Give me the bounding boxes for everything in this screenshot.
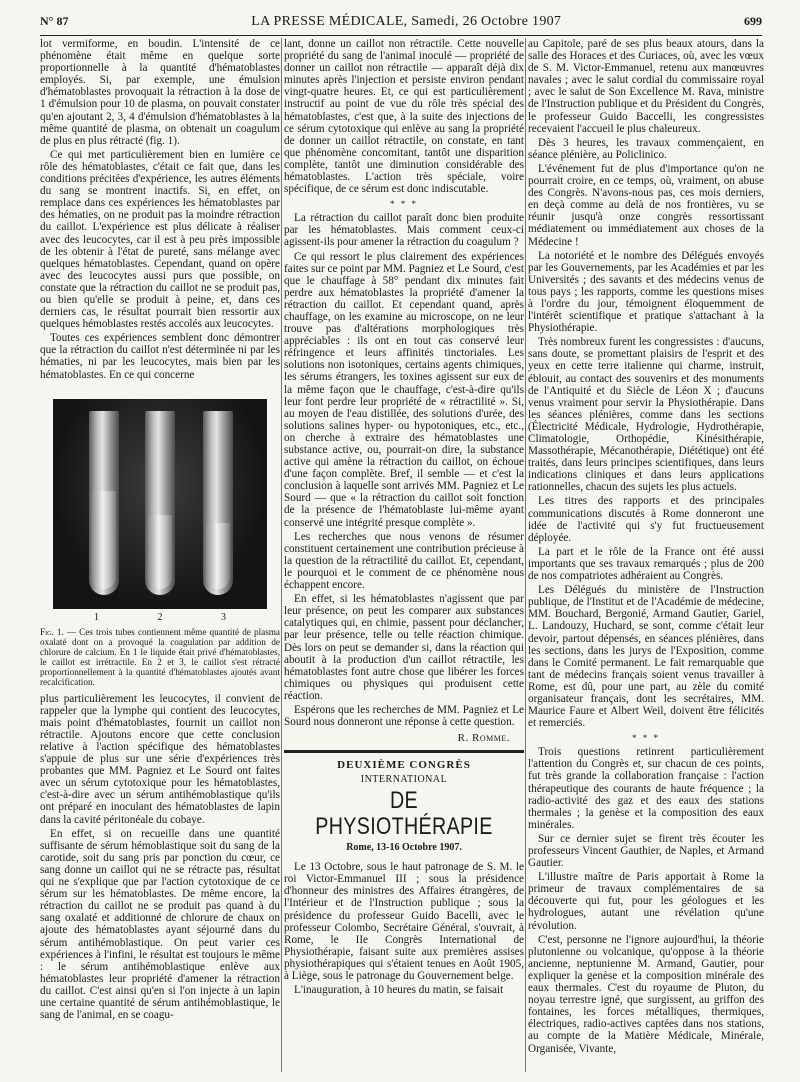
paragraph: En effet, si on recueille dans une quantité suffisante de sérum hémoblastique soit du sang de la carotide, soit du sang pris par ponction du cœur, ce sang donne un caillot qui ne se rétracte pas, résultat qui ne s'explique que par l'action cytotoxique de ce sérum sur les hématoblastes. De même encore, la rétraction du caillot ne se produit pas quand à du sang oxalaté et additionné de chlorure de chaux on ajoute des hématoblastes ayant séjourné dans du sérum antihémoblastique. On peut varier ces expériences à l'infini, le résultat est toujours le même : le sérum antihémoblastique enlève aux hématoblastes leur propriété d'amener la rétraction du caillot. C'est ainsi qu'en si l'on injecte à un lapin une certaine quantité de sérum antihémoblastique, le sang de l'animal, en se coagu- — [40, 827, 280, 1022]
section-rule — [284, 750, 524, 753]
paragraph: Les Délégués du ministère de l'Instruction publique, de l'Institut et de l'Académie de médecine, MM. Bouchard, Bergonié, Armand Gautier, Gariel, L. Landouzy, Huchard, se sont, comme c'était leur devoir, partout dépensés, en séances plénières, dans les sections, dans les jurys de l'Exposition, comme dans le Comité permanent. Le fait remarquable que tant de médecins français soient venus travailler à Rome, est dû, pour une part, au zèle du comité organisateur français, dont les secrétaires, MM. Maurice Faure et Albert Weil, doivent être félicités et remerciés. — [528, 584, 764, 730]
paragraph: Les recherches que nous venons de résumer constituent certainement une contribution précieuse à la question de la rétractilité du caillot. Et, cependant, le pourquoi et le comment de ce phénomène nous échappent encore. — [284, 530, 524, 592]
test-tube-3 — [203, 411, 233, 595]
paragraph: plus particulièrement les leucocytes, il convient de rappeler que la lymphe qui contient des leucocytes, mais point d'hématoblastes, fournit un caillot non rétractile. Ajoutons encore que cette conclusion relative à l'action spécifique des hématoblastes s'appuie de plus sur une série d'expériences très probantes que MM. Pagniez et Le Sourd ont faites avec un sérum cytotoxique pour les hématoblastes, c'est-à-dire avec un sérum antihémoblastique qu'ils ont préparé en inoculant des hématoblastes de lapin dans la cavité péritonéale du cobaye. — [40, 692, 280, 826]
figure-number: 3 — [221, 611, 226, 623]
paragraph: L'illustre maître de Paris apportait à Rome la primeur de travaux complémentaires de sa découverte qui fut, pour les géologues et les hydrologues, autant une révélation qu'une révolution. — [528, 871, 764, 932]
column-divider — [281, 38, 282, 1072]
paragraph: La notoriété et le nombre des Délégués envoyés par les Gouvernements, par les Académies et par les Universités ; des savants et des médecins venus de tous pays ; les rapports, comme les questions mises à l'ordre du jour, témoignent éloquemment de l'intérêt scientifique et pratique s'attachant à la Physiothérapie. — [528, 249, 764, 335]
figure-number: 2 — [157, 611, 163, 623]
paragraph: Sur ce dernier sujet se firent très écouter les professeurs Vincent Gauthier, de Naples, et Armand Gautier. — [528, 832, 764, 870]
congress-dates: Rome, 13-16 Octobre 1907. — [346, 842, 462, 854]
paragraph: En effet, si les hématoblastes n'agissent que par leur présence, on peut les comparer aux substances catalytiques qui, en chimie, passent pour déclancher, par leur présence, telle ou telle réaction chimique. Dès lors on peut se demander si, dans la réaction qui aboutit à la production d'un caillot rétractile, les hématoblastes font autre chose que libérer les forces chimiques ou physiques qui produisent cette réaction. — [284, 593, 524, 702]
paragraph: La part et le rôle de la France ont été aussi importants que ses travaux remarqués ; plus de 200 de nos compatriotes adhéraient au Congrès. — [528, 545, 764, 583]
paragraph: Espérons que les recherches de MM. Pagniez et Le Sourd nous donneront une réponse à cette question. — [284, 703, 524, 729]
paragraph: Trois questions retinrent particulièrement l'attention du Congrès et, sur chacun de ces points, fut très grande la collaboration française : l'action thérapeutique des courants de haute fréquence ; la radio-activité des gaz et des eaux des stations thermales ; la genèse et la composition des eaux minérales. — [528, 746, 764, 831]
caption-text: — Ces trois tubes contiennent même quantité de plasma oxalaté dont on a provoqué la coagulation par addition de chlorure de calcium. En 1 le liquide était privé d'hématoblastes, le caillot est irrétractile. En 2 et 3, le caillot s'est rétracté proportionnellement à la quantité d'hématoblastes ajoutés avant recalcification. — [40, 626, 280, 687]
paragraph: La rétraction du caillot paraît donc bien produite par les hématoblastes. Mais comment ceux-ci agissent-ils pour amener la rétraction du coagulum ? — [284, 212, 524, 249]
figure-test-tubes — [53, 399, 267, 609]
paragraph: Dès 3 heures, les travaux commençaient, en séance plénière, au Policlinico. — [528, 136, 764, 161]
header-rule — [40, 35, 762, 36]
paragraph: Ce qui ressort le plus clairement des expériences faites sur ce point par MM. Pagniez et Le Sourd, c'est que le chauffage à 58° pendant dix minutes fait perdre aux hématoblastes la propriété d'amener la rétraction du caillot. Et cependant quand, après chauffage, on les examine au microscope, on ne leur trouve pas d'altérations morphologiques très appréciables : ils ont en tout cas conservé leur réfringence et leurs affinités tinctoriales. Les solutions non isotoniques, certains agents chimiques, les sérums étrangers, les toxines agissent sur eux de la même façon que le chauffage, c'est-à-dire qu'ils leur font perdre leur propriété de « rétractilité ». Si, au moyen de l'eau distillée, des solutions d'urée, des solutions salines hyper- ou hypotoniques, etc., etc., on cherche à extraire des hématoblastes une substance active, ou, pourrait-on dire, la substance active qui amène la rétraction du caillot, on échoue d'une façon complète. Bref, il semble — et c'est la conclusion à laquelle sont arrivés MM. Pagniez et Le Sourd — que « la rétraction du caillot soit fonction de la présence de l'hématoblaste lui-même ayant conservé une intégrité presque complète ». — [284, 250, 524, 529]
figure-caption — [40, 627, 280, 687]
section-break-stars: * * * — [632, 733, 660, 744]
congress-title-line1: DEUXIÈME CONGRÈS — [337, 759, 471, 772]
paragraph: L'événement fut de plus d'importance qu'on ne pourrait croire, en ce temps, où, vraiment, on abuse des Congrès. N'avons-nous pas, ces mois derniers, en deçà comme au delà de nos frontières, vu se réunir jusqu'à onze congrès ressortissant médiatement ou immédiatement aux choses de la Médecine ! — [528, 162, 764, 248]
figure-numbers — [94, 612, 226, 623]
paragraph: lant, donne un caillot non rétractile. Cette nouvelle propriété du sang de l'animal inoculé — propriété de donner un caillot non rétractile — apparaît déjà dix minutes après l'injection et persiste environ pendant vingt-quatre heures. Et, ce qui est particulièrement instructif au point de vue du rôle très spécial des hématoblastes, c'est que, à la suite des injections de ce sérum cytotoxique qui enlève au sang la propriété de donner un caillot rétractile, on constate, en tant que phénomène concomitant, tantôt une disparition complète, tantôt une diminution considérable des hématoblastes. L'action très spéciale, voire spécifique, de ce sérum est donc indiscutable. — [284, 38, 524, 196]
column-divider — [525, 38, 526, 1072]
congress-title-main: DE PHYSIOTHÉRAPIE — [315, 787, 493, 841]
paragraph: Très nombreux furent les congressistes : d'aucuns, sans doute, se promettant plaisirs de l'esprit et des yeux en cette terre italienne qui charme, instruit, éblouit, au contact des souvenirs et des monuments de l'Antiquité et du Siècle de Léon X ; d'aucuns venus vraiment pour servir la Physiothérapie. Dans les séances plénières, comme dans les sections (Électricité Médicale, Hydrologie, Hydrothérapie, Climatologie, Orthopédie, Kinésithérapie, Massothérapie, Mécanothérapie, Diététique) ont été traités, dans leurs principes scientifiques, dans leurs indications cliniques et dans leurs applications rationnelles, chacun des sujets les plus actuels. — [528, 336, 764, 494]
paragraph: L'inauguration, à 10 heures du matin, se faisait — [294, 984, 504, 997]
paragraph: Ce qui met particulièrement bien en lumière ce rôle des hématoblastes, c'était ce fait que, dans les conditions précitées d'expérience, les autres éléments du sang se montrent inactifs. Si, en effet, on remplace dans ces expériences les hématoblastes par des hématies, on ne produit pas la moindre rétraction du caillot. L'expérience est plus délicate à réaliser avec des leucocytes, car il est à peu près impossible de les obtenir à l'état de pureté, sans mélange avec quelques hématoblastes. Cependant, quand on opère avec des leucocytes aussi purs que possible, on constate que la rétraction du caillot ne se produit pas, ou bien qu'elle se produit à peine, et, dans ces derniers cas, le résultat pourrait bien ressortir aux quelques hémoblastes restés accolés aux leucocytes. — [40, 148, 280, 331]
journal-title: LA PRESSE MÉDICALE, Samedi, 26 Octobre 1907 — [251, 14, 562, 29]
column-3 — [528, 38, 764, 1074]
section-break-stars: * * * — [390, 199, 418, 210]
author-signature: R. Romme. — [457, 732, 510, 745]
paragraph: Le 13 Octobre, sous le haut patronage de S. M. le roi Victor-Emmanuel III ; sous la présidence d'honneur des ministres des Affaires étrangères, de l'Intérieur et de l'Instruction publique ; sous la présidence du professeur Guido Bacelli, avec le professeur Colombo, Secrétaire Général, s'ouvrait, à Rome, le IIe Congrès International de Physiothérapie, faisant suite aux premières assises physiothérapiques qui s'étaient tenues en Août 1905, à Liège, sous le patronage du Gouvernement belge. — [284, 861, 524, 982]
figure-number: 1 — [94, 611, 99, 623]
test-tube-1 — [89, 411, 119, 595]
issue-number: N° 87 — [40, 14, 69, 28]
caption-label: Fig. 1. — [40, 626, 64, 637]
congress-title-line2: INTERNATIONAL — [360, 774, 448, 786]
paragraph: Les titres des rapports et des principales communications discutés à Rome donneront une idée de l'activité qui s'y fut fructueusement déployée. — [528, 495, 764, 544]
column-1 — [40, 38, 280, 1074]
column-2 — [284, 38, 524, 1074]
paragraph: lot vermiforme, en boudin. L'intensité de ce phénomène était même en quelque sorte proportionnelle à la quantité d'hématoblastes employés. Si, par exemple, une émulsion d'hématoblastes provoquait la rétraction à la dose de 1 d'émulsion pour 10 de plasma, on pouvait constater qu'en ajoutant 2, 3, 4 d'émulsion d'hématoblastes à la même quantité de plasma, on obtenait un coagulum de plus en plus rétracté (fig. 1). — [40, 38, 280, 147]
page-header — [40, 14, 762, 32]
paragraph: Toutes ces expériences semblent donc démontrer que la rétraction du caillot n'est déterminée ni par les hématies, ni par les leucocytes, mais bien par les hématoblastes. En ce qui concerne — [40, 332, 280, 381]
test-tube-2 — [145, 411, 175, 595]
paragraph: C'est, personne ne l'ignore aujourd'hui, la théorie plutonienne ou volcanique, qu'oppose à la théorie ancienne, neptunienne M. Armand, Gautier, pour expliquer la genèse et la composition minérale des eaux thermales. C'est du royaume de Pluton, du noyau terrestre igné, que surgissent, au griffon des fontaines, les forces métalliques, thermiques, électriques, radio-actives captées dans nos stations, au compte de la Matière Médicale, Minérale, Organisée, Vivante, — [528, 933, 764, 1055]
paragraph: au Capitole, paré de ses plus beaux atours, dans la salle des Horaces et des Curiaces, où, avec les vœux de S. M. Victor-Emmanuel, retenu aux manœuvres navales ; avec le salut cordial du commissaire royal ; avec le salut de Son Excellence M. Rava, ministre de l'Instruction publique et du Président du Congrès, le professeur Guido Baccelli, les congressistes recevaient l'accueil le plus chaleureux. — [528, 38, 764, 135]
page-number: 699 — [744, 14, 762, 28]
